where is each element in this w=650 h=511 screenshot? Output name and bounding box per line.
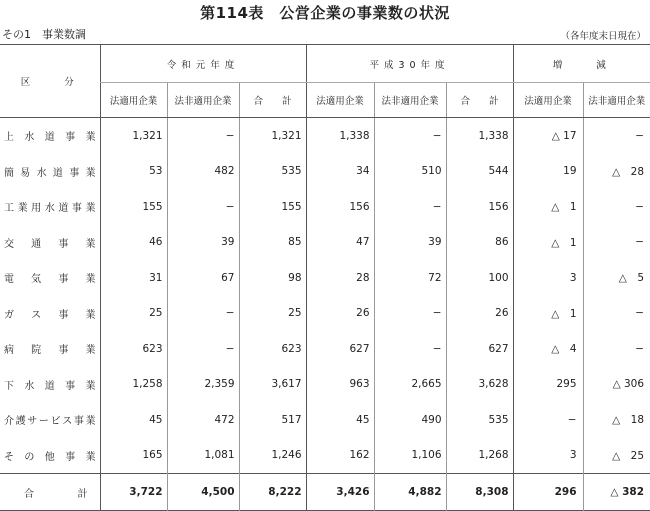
- table-cell: 3,426: [306, 474, 374, 511]
- table-cell: −: [167, 296, 239, 332]
- table-cell: 45: [100, 402, 167, 438]
- table-cell: 1,106: [374, 438, 446, 474]
- table-cell: 53: [100, 154, 167, 190]
- table-cell: 67: [167, 260, 239, 296]
- table-cell: 963: [306, 367, 374, 403]
- table-cell: △ 1: [513, 189, 583, 225]
- table-cell: 295: [513, 367, 583, 403]
- table-cell: 1,081: [167, 438, 239, 474]
- table-cell: 26: [446, 296, 513, 332]
- table-cell: 296: [513, 474, 583, 511]
- table-cell: 47: [306, 225, 374, 261]
- table-cell: △ 18: [583, 402, 650, 438]
- table-cell: △ 25: [583, 438, 650, 474]
- table-cell: −: [374, 331, 446, 367]
- row-label: 交通事業: [4, 238, 96, 250]
- row-label: 上水道事業: [4, 132, 96, 144]
- table-cell: 510: [374, 154, 446, 190]
- table-cell: 535: [446, 402, 513, 438]
- table-cell: 85: [239, 225, 306, 261]
- table-cell: 3,617: [239, 367, 306, 403]
- table-cell: 3,722: [100, 474, 167, 511]
- table-cell: 34: [306, 154, 374, 190]
- table-row: [0, 402, 650, 438]
- table-cell: 8,308: [446, 474, 513, 511]
- table-cell: −: [583, 118, 650, 154]
- row-label: 合計: [0, 474, 100, 511]
- table-cell: −: [374, 118, 446, 154]
- table-cell: 1,321: [239, 118, 306, 154]
- group-header-diff: 増 減: [513, 45, 650, 83]
- table-cell: 1,268: [446, 438, 513, 474]
- col-header: 法非適用企業: [583, 83, 650, 118]
- table-cell: 98: [239, 260, 306, 296]
- table-cell: 535: [239, 154, 306, 190]
- table-cell: 3: [513, 438, 583, 474]
- table-cell: 490: [374, 402, 446, 438]
- table-cell: 39: [374, 225, 446, 261]
- table-cell: △ 382: [583, 474, 650, 511]
- row-label: 簡易水道事業: [4, 167, 96, 179]
- table-row: [0, 331, 650, 367]
- row-label: 下水道事業: [4, 380, 96, 392]
- table-cell: 31: [100, 260, 167, 296]
- table-cell: 627: [306, 331, 374, 367]
- group-header-r1: 令和元年度: [100, 45, 306, 83]
- table-row: [0, 260, 650, 296]
- table-cell: 155: [100, 189, 167, 225]
- table-row: [0, 189, 650, 225]
- table-cell: 1,338: [446, 118, 513, 154]
- col-header: 法非適用企業: [167, 83, 239, 118]
- table-cell: △ 4: [513, 331, 583, 367]
- table-cell: 517: [239, 402, 306, 438]
- table-cell: 482: [167, 154, 239, 190]
- table-cell: 86: [446, 225, 513, 261]
- row-header: 区 分: [0, 45, 100, 118]
- table-cell: 3,628: [446, 367, 513, 403]
- group-header-h30: 平成30年度: [306, 45, 513, 83]
- table-cell: 544: [446, 154, 513, 190]
- table-cell: 165: [100, 438, 167, 474]
- table-cell: 2,359: [167, 367, 239, 403]
- table-cell: −: [374, 296, 446, 332]
- col-header: 法適用企業: [513, 83, 583, 118]
- table-cell: 162: [306, 438, 374, 474]
- table-cell: 156: [446, 189, 513, 225]
- table-title: 第114表 公営企業の事業数の状況: [200, 4, 450, 22]
- row-label: 病院事業: [4, 345, 96, 357]
- table-cell: 4,882: [374, 474, 446, 511]
- table-cell: 19: [513, 154, 583, 190]
- data-table: [0, 44, 650, 511]
- table-row: [0, 367, 650, 403]
- table-cell: 623: [239, 331, 306, 367]
- table-cell: 4,500: [167, 474, 239, 511]
- row-label: 介護サービス事業: [4, 416, 96, 428]
- table-subtitle: その1 事業数調: [2, 28, 86, 41]
- table-cell: 1,321: [100, 118, 167, 154]
- table-cell: −: [583, 296, 650, 332]
- row-label: 工業用水道事業: [4, 203, 96, 215]
- row-label: 電気事業: [4, 274, 96, 286]
- table-cell: 1,246: [239, 438, 306, 474]
- table-cell: 1,258: [100, 367, 167, 403]
- table-row: [0, 118, 650, 154]
- table-cell: △ 28: [583, 154, 650, 190]
- table-cell: 45: [306, 402, 374, 438]
- col-header: 法非適用企業: [374, 83, 446, 118]
- table-cell: 623: [100, 331, 167, 367]
- table-cell: 627: [446, 331, 513, 367]
- table-cell: △ 17: [513, 118, 583, 154]
- table-cell: −: [583, 225, 650, 261]
- table-cell: −: [167, 189, 239, 225]
- table-cell: △ 306: [583, 367, 650, 403]
- table-cell: 25: [239, 296, 306, 332]
- table-cell: 72: [374, 260, 446, 296]
- table-cell: 8,222: [239, 474, 306, 511]
- table-cell: 2,665: [374, 367, 446, 403]
- table-cell: 156: [306, 189, 374, 225]
- total-row: [0, 474, 650, 511]
- row-label: ガス事業: [4, 309, 96, 321]
- table-cell: 155: [239, 189, 306, 225]
- col-header: 合 計: [239, 83, 306, 118]
- table-row: [0, 438, 650, 474]
- table-cell: 1,338: [306, 118, 374, 154]
- table-cell: 28: [306, 260, 374, 296]
- col-header: 合 計: [446, 83, 513, 118]
- col-header: 法適用企業: [306, 83, 374, 118]
- table-cell: −: [167, 331, 239, 367]
- table-cell: △ 1: [513, 225, 583, 261]
- table-cell: 3: [513, 260, 583, 296]
- table-cell: 100: [446, 260, 513, 296]
- col-header: 法適用企業: [100, 83, 167, 118]
- table-cell: −: [583, 331, 650, 367]
- table-cell: 472: [167, 402, 239, 438]
- table-cell: 25: [100, 296, 167, 332]
- table-cell: −: [167, 118, 239, 154]
- table-row: [0, 154, 650, 190]
- table-cell: 46: [100, 225, 167, 261]
- table-row: [0, 225, 650, 261]
- table-cell: −: [374, 189, 446, 225]
- table-cell: △ 5: [583, 260, 650, 296]
- table-row: [0, 296, 650, 332]
- date-note: （各年度末日現在）: [560, 31, 646, 42]
- table-cell: 26: [306, 296, 374, 332]
- table-cell: −: [583, 189, 650, 225]
- table-cell: △ 1: [513, 296, 583, 332]
- table-cell: −: [513, 402, 583, 438]
- row-label: その他事業: [4, 451, 96, 463]
- table-cell: 39: [167, 225, 239, 261]
